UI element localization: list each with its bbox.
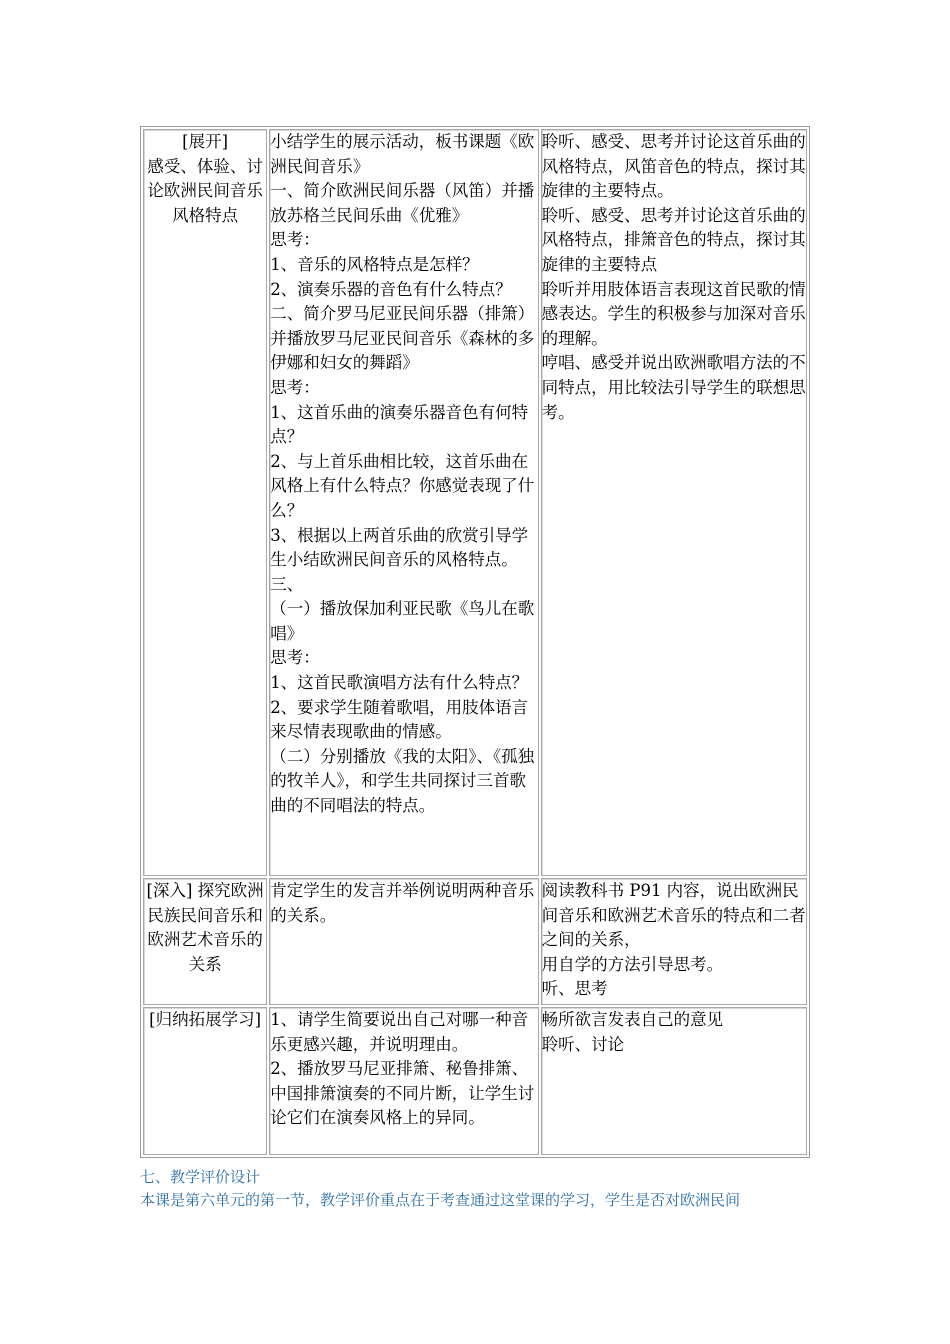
stage-cell <box>143 878 267 1005</box>
student-activity-cell <box>541 129 807 876</box>
student-activity-cell <box>541 1007 807 1155</box>
teacher-line: 2、要求学生随着歌唱，用肢体语言来尽情表现歌曲的情感。 <box>270 697 529 742</box>
student-line: 聆听、感受、思考并讨论这首乐曲的风格特点，排箫音色的特点，探讨其旋律的主要特点 <box>541 205 806 274</box>
teacher-line: 2、播放罗马尼亚排箫、秘鲁排箫、中国排箫演奏的不同片断，让学生讨论它们在演奏风格上的异同。 <box>270 1059 535 1128</box>
student-line: 哼唱、感受并说出欧洲歌唱方法的不同特点，用比较法引导学生的联想思考。 <box>541 353 806 422</box>
table-row <box>143 129 807 876</box>
table-row <box>143 1007 807 1155</box>
section-heading: 七、教学评价设计 <box>140 1168 261 1186</box>
student-line: 聆听并用肢体语言表现这首民歌的情感表达。学生的积极参与加深对音乐的理解。 <box>541 279 806 348</box>
stage-description: 感受、体验、讨论欧洲民间音乐风格特点 <box>147 156 263 225</box>
teacher-line: 小结学生的展示活动，板书课题《欧洲民间音乐》 <box>270 132 535 176</box>
teacher-line: 思考： <box>270 648 320 668</box>
teacher-line: 1、这首乐曲的演奏乐器音色有何特点？ <box>270 402 529 447</box>
teacher-line: 2、演奏乐器的音色有什么特点？ <box>270 279 512 299</box>
student-line: 畅所欲言发表自己的意见 <box>541 1010 724 1029</box>
table-row <box>143 878 807 1005</box>
teacher-line: 3、根据以上两首乐曲的欣赏引导学生小结欧洲民间音乐的风格特点。 <box>270 525 529 570</box>
teacher-activity-cell <box>269 878 538 1005</box>
teacher-line: 1、这首民歌演唱方法有什么特点？ <box>270 673 529 693</box>
stage-title: [深入] 探究欧洲民族民间音乐和欧洲艺术音乐的关系 <box>146 881 264 974</box>
teacher-line: 1、音乐的风格特点是怎样？ <box>270 254 479 274</box>
student-activity-cell <box>541 878 807 1005</box>
stage-title: [归纳拓展学习] <box>149 1010 262 1029</box>
student-line: 听、思考 <box>541 979 608 999</box>
student-line: 用自学的方法引导思考。 <box>541 954 724 974</box>
stage-title: [展开] <box>182 132 229 151</box>
teacher-line: 一、简介欧洲民间乐器（风笛）并播放苏格兰民间乐曲《优雅》 <box>270 181 535 225</box>
teacher-line: 1、请学生简要说出自己对哪一种音乐更感兴趣，并说明理由。 <box>270 1010 529 1054</box>
lesson-plan-table <box>140 126 810 1158</box>
teacher-line: 二、简介罗马尼亚民间乐器（排箫）并播放罗马尼亚民间音乐《森林的多伊娜和妇女的舞蹈》 <box>270 304 535 373</box>
teacher-line: （二）分别播放《我的太阳》、《孤独的牧羊人》，和学生共同探讨三首歌曲的不同唱法的特点。 <box>270 746 535 816</box>
teacher-line: （一）播放保加利亚民歌《鸟儿在歌唱》 <box>270 599 535 643</box>
stage-cell <box>143 1007 267 1155</box>
teacher-line: 思考： <box>270 230 320 250</box>
teacher-line: 肯定学生的发言并举例说明两种音乐的关系。 <box>270 881 535 925</box>
stage-cell <box>143 129 267 876</box>
teacher-activity-cell <box>269 129 538 876</box>
teacher-line: 三、 <box>270 574 304 594</box>
teacher-line: 思考： <box>270 377 320 397</box>
student-line: 聆听、讨论 <box>541 1034 625 1054</box>
student-line: 阅读教科书 P91 内容，说出欧洲民间音乐和欧洲艺术音乐的特点和二者之间的关系， <box>541 881 806 950</box>
teacher-line: 2、与上首乐曲相比较，这首乐曲在风格上有什么特点？你感觉表现了什么？ <box>270 451 535 520</box>
teacher-activity-cell <box>269 1007 538 1155</box>
section-paragraph: 本课是第六单元的第一节，教学评价重点在于考查通过这堂课的学习，学生是否对欧洲民间 <box>140 1191 741 1209</box>
student-line: 聆听、感受、思考并讨论这首乐曲的风格特点，风笛音色的特点，探讨其旋律的主要特点。 <box>541 132 806 201</box>
